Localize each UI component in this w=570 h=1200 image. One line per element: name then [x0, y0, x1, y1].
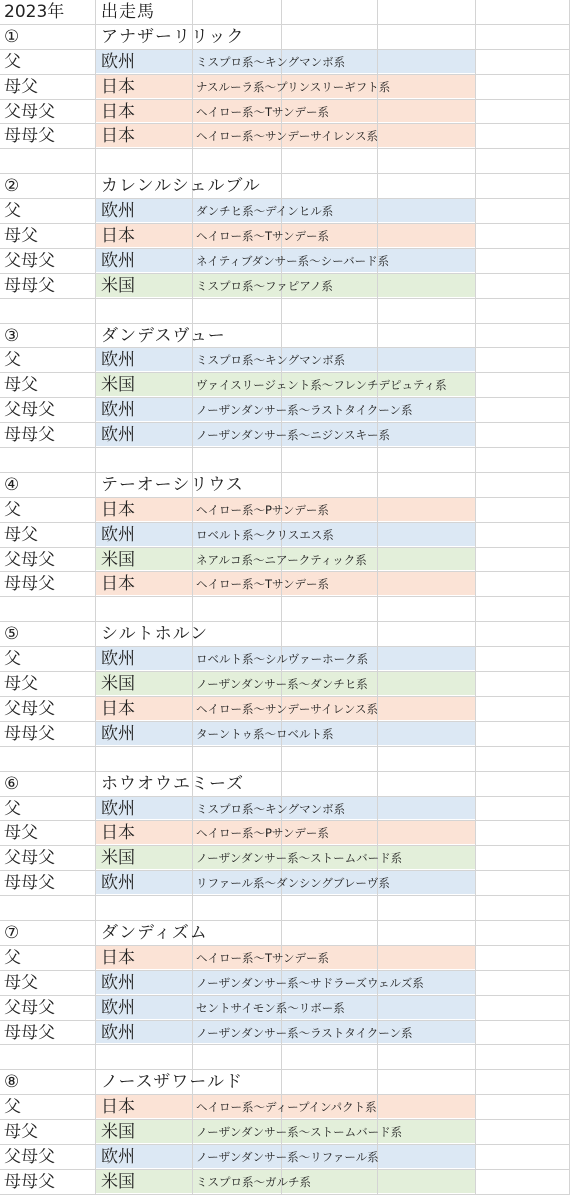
cell[interactable] — [378, 1070, 476, 1094]
cell[interactable] — [282, 772, 378, 796]
spacer-row — [0, 597, 570, 622]
relation-label: 母父 — [4, 226, 38, 247]
cell[interactable] — [0, 448, 96, 472]
cell[interactable] — [476, 1120, 570, 1144]
region-label: 欧州 — [101, 649, 135, 670]
cell[interactable] — [378, 672, 476, 696]
sire-line: ヘイロー系～Tサンデー系 — [196, 229, 329, 244]
cell[interactable] — [476, 398, 570, 422]
relation-label: 父 — [4, 201, 21, 222]
sire-line: ヘイロー系～サンデーサイレンス系 — [196, 701, 378, 716]
pedigree-row — [0, 846, 570, 871]
region-label: 米国 — [101, 375, 135, 396]
cell[interactable] — [476, 75, 570, 99]
cell[interactable] — [193, 597, 282, 621]
horse-number: ⑤ — [4, 624, 20, 645]
cell[interactable] — [378, 1170, 476, 1194]
spacer-row — [0, 1045, 570, 1070]
relation-label: 父 — [4, 1097, 21, 1118]
pedigree-row — [0, 821, 570, 846]
horse-row — [0, 622, 570, 647]
cell[interactable] — [378, 1045, 476, 1069]
cell[interactable] — [476, 896, 570, 920]
sire-line: ミスプロ系～ファピアノ系 — [196, 278, 333, 293]
relation-label: 父母父 — [4, 848, 55, 869]
horse-row — [0, 921, 570, 946]
sire-line: ターントゥ系～ロベルト系 — [196, 726, 334, 741]
cell[interactable] — [476, 921, 570, 945]
spacer-row — [0, 896, 570, 921]
relation-label: 母母父 — [4, 723, 55, 744]
region-label: 日本 — [101, 101, 135, 122]
sire-line: ヘイロー系～Tサンデー系 — [196, 577, 329, 592]
sire-line: ノーザンダンサー系～ストームバード系 — [196, 851, 403, 866]
horse-number: ① — [4, 26, 20, 47]
cell[interactable] — [476, 50, 570, 74]
cell[interactable] — [476, 1145, 570, 1169]
cell[interactable] — [476, 299, 570, 323]
cell[interactable] — [378, 772, 476, 796]
cell[interactable] — [476, 174, 570, 198]
sire-line: ロベルト系～クリスエス系 — [196, 527, 334, 542]
cell[interactable] — [282, 448, 378, 472]
cell[interactable] — [282, 597, 378, 621]
cell[interactable] — [96, 896, 193, 920]
cell[interactable] — [378, 299, 476, 323]
cell[interactable] — [378, 797, 476, 821]
cell[interactable] — [282, 25, 378, 49]
sire-line: ヴァイスリージェント系～フレンチデピュティ系 — [196, 378, 447, 393]
pedigree-row — [0, 398, 570, 423]
sire-line: ナスルーラ系～プリンスリーギフト系 — [196, 79, 391, 94]
horse-number: ⑥ — [4, 773, 20, 794]
cell[interactable] — [378, 1145, 476, 1169]
year-label: 2023年 — [4, 2, 65, 22]
cell[interactable] — [378, 0, 476, 24]
region-label: 日本 — [101, 1097, 135, 1118]
sire-line: セントサイモン系～リボー系 — [196, 1000, 345, 1015]
sire-line: ノーザンダンサー系～サドラーズウェルズ系 — [196, 975, 424, 990]
cell[interactable] — [476, 797, 570, 821]
relation-label: 父母父 — [4, 1146, 55, 1167]
cell[interactable] — [378, 697, 476, 721]
cell[interactable] — [378, 274, 476, 298]
cell[interactable] — [476, 523, 570, 547]
horse-name: ノースザワールド — [101, 1072, 243, 1093]
spacer-row — [0, 299, 570, 324]
cell[interactable] — [0, 1045, 96, 1069]
cell[interactable] — [193, 0, 282, 24]
cell[interactable] — [378, 722, 476, 746]
sire-line: ヘイロー系～Tサンデー系 — [196, 104, 329, 119]
relation-label: 母母父 — [4, 574, 55, 595]
sire-line: ノーザンダンサー系～ラストタイクーン系 — [196, 1025, 413, 1040]
cell[interactable] — [476, 249, 570, 273]
pedigree-row — [0, 348, 570, 373]
cell[interactable] — [378, 821, 476, 845]
cell[interactable] — [378, 348, 476, 372]
sire-line: ヘイロー系～Pサンデー系 — [196, 502, 329, 517]
pedigree-row — [0, 498, 570, 523]
region-label: 日本 — [101, 226, 135, 247]
cell[interactable] — [378, 647, 476, 671]
region-label: 日本 — [101, 698, 135, 719]
region-label: 日本 — [101, 499, 135, 520]
sire-line: ミスプロ系～キングマンボ系 — [196, 801, 346, 816]
cell[interactable] — [282, 1070, 378, 1094]
horse-number: ⑧ — [4, 1072, 20, 1093]
region-label: 欧州 — [101, 873, 135, 894]
cell[interactable] — [476, 199, 570, 223]
region-label: 欧州 — [101, 798, 135, 819]
relation-label: 母父 — [4, 76, 38, 97]
horse-name: ダンディズム — [101, 922, 208, 943]
cell[interactable] — [378, 747, 476, 771]
horse-row — [0, 473, 570, 498]
region-label: 日本 — [101, 947, 135, 968]
pedigree-row — [0, 274, 570, 299]
relation-label: 母父 — [4, 674, 38, 695]
region-label: 米国 — [101, 674, 135, 695]
pedigree-row — [0, 75, 570, 100]
cell[interactable] — [476, 1021, 570, 1045]
header-row — [0, 0, 570, 25]
cell[interactable] — [378, 448, 476, 472]
cell[interactable] — [282, 896, 378, 920]
horse-name: シルトホルン — [101, 624, 209, 645]
pedigree-row — [0, 946, 570, 971]
horse-number: ④ — [4, 474, 20, 495]
horse-row — [0, 324, 570, 349]
pedigree-row — [0, 647, 570, 672]
cell[interactable] — [378, 498, 476, 522]
region-label: 欧州 — [101, 350, 135, 371]
cell[interactable] — [378, 523, 476, 547]
pedigree-row — [0, 871, 570, 896]
pedigree-row — [0, 1170, 570, 1195]
cell[interactable] — [476, 946, 570, 970]
cell[interactable] — [476, 448, 570, 472]
relation-label: 母母父 — [4, 425, 55, 446]
cell[interactable] — [476, 548, 570, 572]
relation-label: 父母父 — [4, 250, 55, 271]
relation-label: 母母父 — [4, 1171, 55, 1192]
horse-row — [0, 25, 570, 50]
relation-label: 母母父 — [4, 275, 55, 296]
sire-line: ノーザンダンサー系～ダンチヒ系 — [196, 677, 368, 692]
sire-line: ヘイロー系～サンデーサイレンス系 — [196, 129, 378, 144]
sire-line: ノーザンダンサー系～ラストタイクーン系 — [196, 403, 413, 418]
relation-label: 父 — [4, 499, 21, 520]
sire-line: ミスプロ系～ガルチ系 — [196, 1174, 311, 1189]
relation-label: 父 — [4, 798, 21, 819]
cell[interactable] — [476, 224, 570, 248]
header-title: 出走馬 — [101, 2, 155, 22]
cell[interactable] — [282, 299, 378, 323]
relation-label: 父母父 — [4, 400, 55, 421]
pedigree-row — [0, 373, 570, 398]
sire-line: ミスプロ系～キングマンボ系 — [196, 54, 346, 69]
pedigree-row — [0, 722, 570, 747]
cell[interactable] — [476, 971, 570, 995]
region-label: 欧州 — [101, 201, 135, 222]
sire-line: ヘイロー系～Tサンデー系 — [196, 950, 329, 965]
region-label: 欧州 — [101, 1022, 135, 1043]
cell[interactable] — [476, 1045, 570, 1069]
spacer-row — [0, 747, 570, 772]
horse-number: ⑦ — [4, 922, 20, 943]
cell[interactable] — [378, 423, 476, 447]
relation-label: 母父 — [4, 524, 38, 545]
region-label: 米国 — [101, 848, 135, 869]
cell[interactable] — [476, 1095, 570, 1119]
region-label: 欧州 — [101, 723, 135, 744]
pedigree-row — [0, 124, 570, 149]
cell[interactable] — [282, 473, 378, 497]
cell[interactable] — [476, 1170, 570, 1194]
horse-name: ダンデスヴュー — [101, 325, 226, 346]
relation-label: 母父 — [4, 972, 38, 993]
cell[interactable] — [282, 622, 378, 646]
cell[interactable] — [193, 1045, 282, 1069]
horse-name: テーオーシリウス — [101, 474, 244, 495]
sire-line: ノーザンダンサー系～ニジンスキー系 — [196, 428, 390, 443]
cell[interactable] — [476, 772, 570, 796]
sire-line: ノーザンダンサー系～リファール系 — [196, 1149, 379, 1164]
cell[interactable] — [378, 75, 476, 99]
cell[interactable] — [282, 1045, 378, 1069]
relation-label: 父母父 — [4, 698, 55, 719]
cell[interactable] — [476, 722, 570, 746]
region-label: 欧州 — [101, 400, 135, 421]
region-label: 欧州 — [101, 997, 135, 1018]
cell[interactable] — [193, 149, 282, 173]
pedigree-row — [0, 572, 570, 597]
region-label: 欧州 — [101, 524, 135, 545]
cell[interactable] — [378, 572, 476, 596]
region-label: 日本 — [101, 126, 135, 147]
cell[interactable] — [476, 672, 570, 696]
region-label: 米国 — [101, 275, 135, 296]
cell[interactable] — [378, 249, 476, 273]
cell[interactable] — [0, 299, 96, 323]
cell[interactable] — [0, 747, 96, 771]
pedigree-row — [0, 697, 570, 722]
relation-label: 母母父 — [4, 126, 55, 147]
pedigree-row — [0, 797, 570, 822]
pedigree-row — [0, 672, 570, 697]
cell[interactable] — [378, 548, 476, 572]
pedigree-row — [0, 971, 570, 996]
cell[interactable] — [378, 921, 476, 945]
spacer-row — [0, 149, 570, 174]
cell[interactable] — [476, 373, 570, 397]
cell[interactable] — [378, 224, 476, 248]
cell[interactable] — [0, 896, 96, 920]
cell[interactable] — [378, 622, 476, 646]
region-label: 米国 — [101, 1122, 135, 1143]
cell[interactable] — [96, 149, 193, 173]
relation-label: 父 — [4, 51, 21, 72]
sire-line: ミスプロ系～キングマンボ系 — [196, 353, 346, 368]
pedigree-row — [0, 423, 570, 448]
cell[interactable] — [282, 921, 378, 945]
cell[interactable] — [476, 622, 570, 646]
sire-line: ノーザンダンサー系～ストームバード系 — [196, 1125, 403, 1140]
cell[interactable] — [378, 1095, 476, 1119]
cell[interactable] — [378, 174, 476, 198]
sire-line: ヘイロー系～Pサンデー系 — [196, 826, 329, 841]
cell[interactable] — [0, 149, 96, 173]
cell[interactable] — [476, 124, 570, 148]
cell[interactable] — [282, 174, 378, 198]
horse-number: ③ — [4, 325, 20, 346]
cell[interactable] — [476, 498, 570, 522]
cell[interactable] — [378, 50, 476, 74]
region-label: 欧州 — [101, 972, 135, 993]
cell[interactable] — [476, 597, 570, 621]
horse-name: カレンルシェルブル — [101, 176, 261, 197]
horse-number: ② — [4, 176, 20, 197]
cell[interactable] — [476, 423, 570, 447]
relation-label: 父 — [4, 350, 21, 371]
sire-line: ヘイロー系～ディープインパクト系 — [196, 1100, 377, 1115]
cell[interactable] — [378, 896, 476, 920]
region-label: 米国 — [101, 549, 135, 570]
pedigree-row — [0, 249, 570, 274]
region-label: 日本 — [101, 823, 135, 844]
horse-name: アナザーリリック — [101, 26, 245, 47]
cell[interactable] — [193, 747, 282, 771]
pedigree-row — [0, 1120, 570, 1145]
cell[interactable] — [378, 100, 476, 124]
relation-label: 父 — [4, 947, 21, 968]
cell[interactable] — [476, 871, 570, 895]
horse-row — [0, 1070, 570, 1095]
cell[interactable] — [378, 124, 476, 148]
cell[interactable] — [282, 0, 378, 24]
cell[interactable] — [96, 747, 193, 771]
cell[interactable] — [282, 747, 378, 771]
cell[interactable] — [476, 149, 570, 173]
pedigree-row — [0, 548, 570, 573]
cell[interactable] — [476, 572, 570, 596]
cell[interactable] — [476, 473, 570, 497]
pedigree-row — [0, 1145, 570, 1170]
relation-label: 母父 — [4, 375, 38, 396]
pedigree-row — [0, 199, 570, 224]
spacer-row — [0, 448, 570, 473]
pedigree-row — [0, 996, 570, 1021]
cell[interactable] — [476, 747, 570, 771]
region-label: 日本 — [101, 574, 135, 595]
pedigree-row — [0, 1095, 570, 1120]
sire-line: ダンチヒ系～デインヒル系 — [196, 204, 334, 219]
sire-line: ネイティブダンサー系～シーバード系 — [196, 253, 390, 268]
horse-name: ホウオウエミーズ — [101, 773, 245, 794]
sire-line: リファール系～ダンシングブレーヴ系 — [196, 876, 390, 891]
cell[interactable] — [193, 448, 282, 472]
relation-label: 父母父 — [4, 101, 55, 122]
horse-row — [0, 174, 570, 199]
region-label: 欧州 — [101, 51, 135, 72]
cell[interactable] — [378, 946, 476, 970]
cell[interactable] — [96, 448, 193, 472]
cell[interactable] — [193, 896, 282, 920]
sire-line: ロベルト系～シルヴァーホーク系 — [196, 652, 369, 667]
cell[interactable] — [378, 199, 476, 223]
region-label: 日本 — [101, 76, 135, 97]
cell[interactable] — [282, 149, 378, 173]
cell[interactable] — [476, 1070, 570, 1094]
region-label: 米国 — [101, 1171, 135, 1192]
relation-label: 父 — [4, 649, 21, 670]
cell[interactable] — [476, 348, 570, 372]
cell[interactable] — [378, 871, 476, 895]
cell[interactable] — [378, 597, 476, 621]
region-label: 欧州 — [101, 1146, 135, 1167]
cell[interactable] — [193, 299, 282, 323]
cell[interactable] — [96, 1045, 193, 1069]
cell[interactable] — [476, 274, 570, 298]
cell[interactable] — [96, 597, 193, 621]
cell[interactable] — [476, 100, 570, 124]
sire-line: ネアルコ系～ニアークティック系 — [196, 552, 367, 567]
cell[interactable] — [378, 149, 476, 173]
region-label: 欧州 — [101, 425, 135, 446]
region-label: 欧州 — [101, 250, 135, 271]
cell[interactable] — [96, 299, 193, 323]
pedigree-row — [0, 100, 570, 125]
cell[interactable] — [378, 324, 476, 348]
horse-row — [0, 772, 570, 797]
cell[interactable] — [282, 324, 378, 348]
cell[interactable] — [476, 996, 570, 1020]
relation-label: 母母父 — [4, 1022, 55, 1043]
cell[interactable] — [476, 697, 570, 721]
pedigree-row — [0, 523, 570, 548]
relation-label: 母父 — [4, 1122, 38, 1143]
cell[interactable] — [378, 25, 476, 49]
cell[interactable] — [476, 324, 570, 348]
pedigree-row — [0, 50, 570, 75]
relation-label: 母母父 — [4, 873, 55, 894]
pedigree-row — [0, 224, 570, 249]
cell[interactable] — [378, 473, 476, 497]
cell[interactable] — [476, 647, 570, 671]
cell[interactable] — [476, 25, 570, 49]
cell[interactable] — [0, 597, 96, 621]
cell[interactable] — [476, 846, 570, 870]
cell[interactable] — [476, 821, 570, 845]
relation-label: 父母父 — [4, 997, 55, 1018]
relation-label: 父母父 — [4, 549, 55, 570]
cell[interactable] — [476, 0, 570, 24]
pedigree-row — [0, 1021, 570, 1046]
relation-label: 母父 — [4, 823, 38, 844]
cell[interactable] — [378, 996, 476, 1020]
